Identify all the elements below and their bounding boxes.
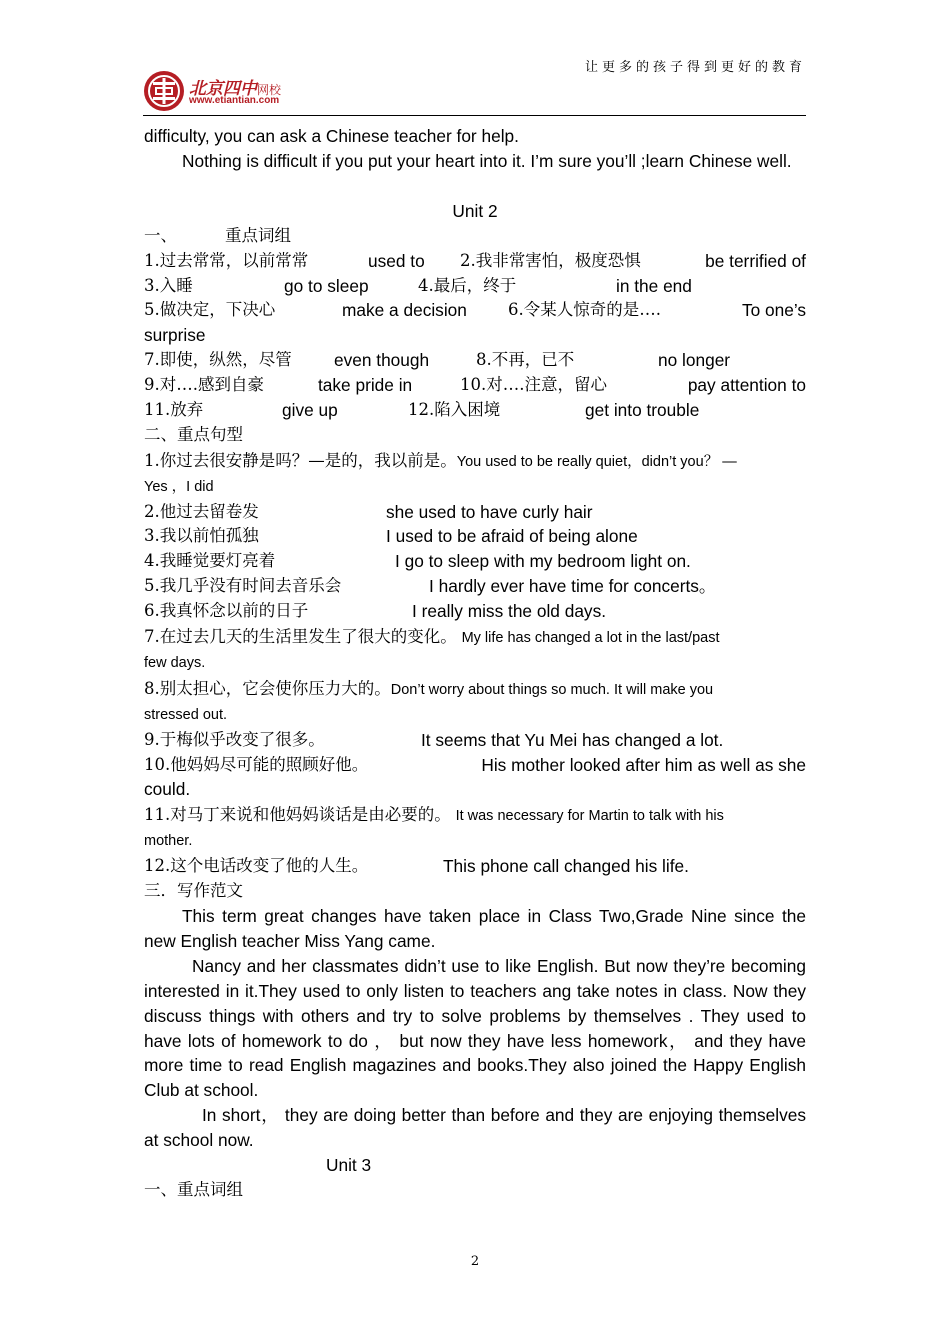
sentence-3: 3.我以前怕孤独 I used to be afraid of being alone bbox=[144, 526, 638, 547]
sentence-10: 10.他妈妈尽可能的照顾好他。 His mother looked after him as well as she bbox=[144, 754, 806, 775]
sentence-1-cont: Yes ，I did bbox=[144, 478, 214, 495]
sentence-5: 5.我几乎没有时间去音乐会 I hardly ever have time for concerts。 bbox=[144, 576, 717, 597]
document-body bbox=[144, 124, 806, 1203]
sentence-6: 6.我真怀念以前的日子 I really miss the old days. bbox=[144, 601, 607, 622]
phrase-row: 9.对….感到自豪 take pride in 10.对….注意，留心 pay attention to bbox=[144, 375, 806, 396]
unit3-phrases-heading: 一、重点词组 bbox=[144, 1179, 243, 1199]
logo-name: 北京四中 bbox=[189, 79, 257, 99]
sentence-12: 12.这个电话改变了他的人生。 This phone call changed his life. bbox=[144, 856, 689, 877]
sentence-8-cont: stressed out. bbox=[144, 706, 228, 723]
unit2-writing-heading: 三．写作范文 bbox=[144, 881, 243, 901]
sentence-1: 1.你过去很安静是吗？—是的，我以前是。You used to be really quiet，didn’t you？ — bbox=[144, 450, 737, 470]
sentence-10-cont: could. bbox=[144, 779, 191, 800]
sentence-7-cont: few days. bbox=[144, 654, 206, 671]
phrase-wrap: surprise bbox=[144, 325, 206, 346]
logo-sub: 网校 bbox=[257, 83, 282, 97]
writing-paragraph-2: Nancy and her classmates didn’t use to like English. But now they’re becoming interested in it.They used to only listen to teachers ang take notes in class. Now they discuss things with others and try to solve problems by themselves . They used to have lots of homework to do ， but now they have less homework， and they have more time to read English magazines and books.They also joined the Happy English Club at school. bbox=[144, 955, 806, 1101]
page-number: 2 bbox=[470, 1254, 480, 1269]
unit3-title: Unit 3 bbox=[326, 1155, 372, 1176]
phrase-row: 3.入睡 go to sleep 4.最后，终于 in the end bbox=[144, 275, 692, 296]
sentence-8: 8.别太担心，它会使你压力大的。Don’t worry about things so much. It will make you bbox=[144, 678, 714, 698]
phrase-row: 5.做决定，下决心 make a decision 6.令某人惊奇的是…. To one’s bbox=[144, 300, 806, 321]
sentence-9: 9.于梅似乎改变了很多。 It seems that Yu Mei has changed a lot. bbox=[144, 729, 724, 750]
sentence-4: 4.我睡觉要灯亮着 I go to sleep with my bedroom light on. bbox=[144, 551, 691, 572]
intro-line: difficulty, you can ask a Chinese teacher for help. bbox=[144, 126, 519, 146]
page-header bbox=[143, 50, 806, 116]
sentence-2: 2.他过去留卷发 she used to have curly hair bbox=[144, 501, 593, 522]
sentence-7: 7.在过去几天的生活里发生了很大的变化。 My life has changed a lot in the last/past bbox=[144, 627, 720, 647]
intro-paragraph: Nothing is difficult if you put your heart into it. I’m sure you’ll ;learn Chinese well. bbox=[182, 150, 792, 171]
writing-paragraph-1: This term great changes have taken place in Class Two,Grade Nine since the new English teacher Miss Yang came. bbox=[144, 905, 806, 951]
logo-url: www.etiantian.com bbox=[189, 95, 280, 106]
header-slogan: 让更多的孩子得到更好的教育 bbox=[584, 60, 806, 75]
phrase-row: 1.过去常常，以前常常 used to 2.我非常害怕，极度恐惧 be terrified of bbox=[144, 250, 806, 271]
logo-emblem-icon bbox=[143, 70, 185, 112]
sentence-11-cont: mother. bbox=[144, 833, 193, 850]
phrase-row: 7.即使，纵然，尽管 even though 8.不再，已不 no longer bbox=[144, 350, 731, 371]
unit2-phrases-heading: 一、 重点词组 bbox=[144, 225, 291, 245]
writing-paragraph-3: In short， they are doing better than before and they are enjoying themselves at school now. bbox=[144, 1105, 806, 1151]
unit2-title: Unit 2 bbox=[452, 200, 498, 221]
unit2-sentences-heading: 二、重点句型 bbox=[144, 424, 243, 444]
school-logo bbox=[143, 68, 313, 114]
sentence-11: 11.对马丁来说和他妈妈谈话是由必要的。 It was necessary for Martin to talk with his bbox=[144, 805, 724, 825]
phrase-row: 11.放弃 give up 12.陷入困境 get into trouble bbox=[144, 399, 700, 420]
